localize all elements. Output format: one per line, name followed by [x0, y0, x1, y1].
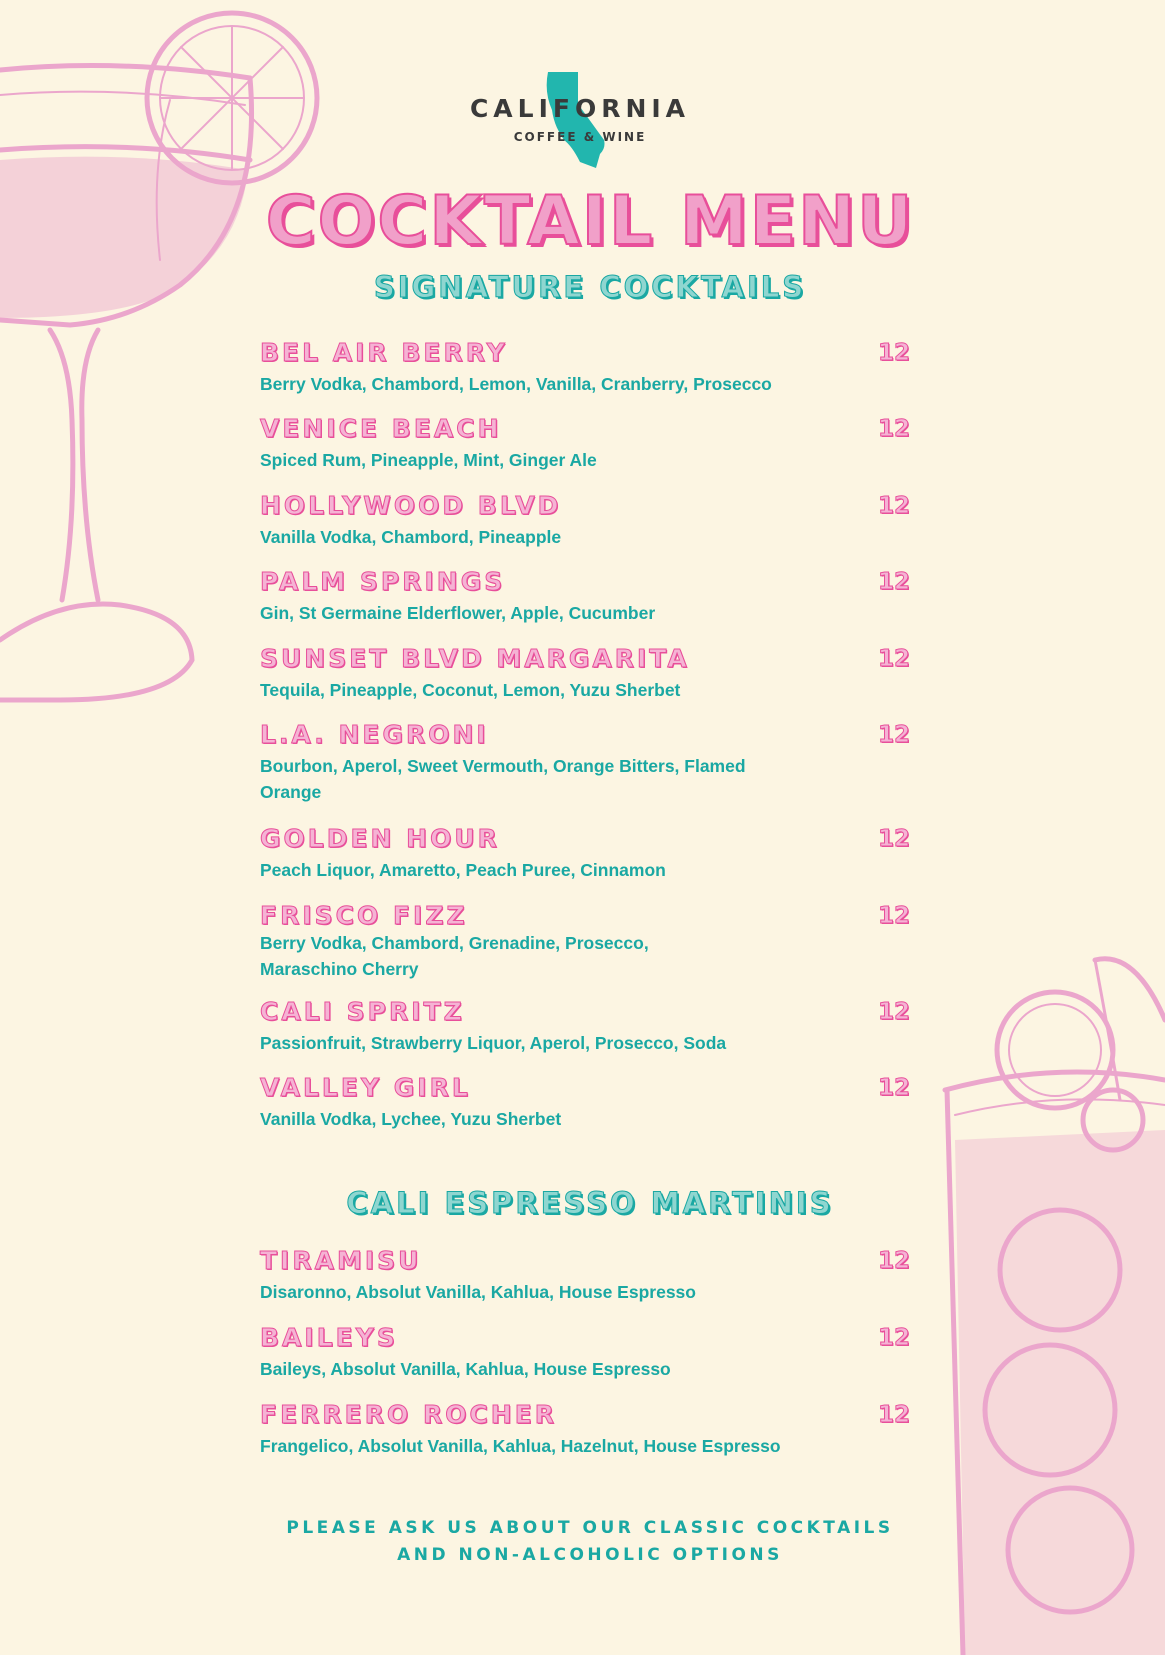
menu-item — [260, 643, 910, 703]
item-name: VENICE BEACH — [260, 414, 502, 443]
item-description: Baileys, Absolut Vanilla, Kahlua, House Espresso — [260, 1359, 671, 1379]
item-name: FRISCO FIZZ — [260, 901, 468, 930]
menu-item — [260, 490, 910, 550]
item-name: BEL AIR BERRY — [260, 338, 508, 367]
item-price: 12 — [877, 903, 910, 929]
item-name: HOLLYWOOD BLVD — [260, 491, 562, 520]
item-price: 12 — [877, 569, 910, 595]
item-price: 12 — [877, 1325, 910, 1351]
item-description: Gin, St Germaine Elderflower, Apple, Cucumber — [260, 603, 656, 623]
item-description: Berry Vodka, Chambord, Lemon, Vanilla, Cranberry, Prosecco — [260, 374, 772, 394]
item-price: 12 — [877, 646, 910, 672]
footer-line-2: AND NON-ALCOHOLIC OPTIONS — [397, 1545, 783, 1565]
section-heading-espresso: CALI ESPRESSO MARTINIS — [346, 1186, 834, 1220]
brand-subtitle: COFFEE & WINE — [513, 130, 647, 144]
item-description: Tequila, Pineapple, Coconut, Lemon, Yuzu Sherbet — [260, 680, 681, 700]
item-description: Vanilla Vodka, Lychee, Yuzu Sherbet — [260, 1109, 562, 1129]
item-description: Spiced Rum, Pineapple, Mint, Ginger Ale — [260, 450, 597, 470]
menu-item — [260, 1072, 910, 1132]
item-price: 12 — [877, 340, 910, 366]
item-price: 12 — [877, 1075, 910, 1101]
menu-item — [260, 1399, 910, 1459]
item-price: 12 — [877, 722, 910, 748]
item-name: SUNSET BLVD MARGARITA — [260, 644, 690, 673]
item-price: 12 — [877, 416, 910, 442]
menu-item — [260, 719, 910, 805]
item-name: FERRERO ROCHER — [260, 1400, 558, 1429]
item-description: Disaronno, Absolut Vanilla, Kahlua, House Espresso — [260, 1282, 696, 1302]
item-description: Berry Vodka, Chambord, Grenadine, Prosecco, Maraschino Cherry — [260, 933, 649, 979]
menu-item — [260, 996, 910, 1056]
item-description: Passionfruit, Strawberry Liquor, Aperol, Prosecco, Soda — [260, 1033, 727, 1053]
menu-item — [260, 1245, 910, 1305]
item-name: PALM SPRINGS — [260, 567, 506, 596]
item-price: 12 — [877, 493, 910, 519]
item-description: Vanilla Vodka, Chambord, Pineapple — [260, 527, 562, 547]
item-name: TIRAMISU — [260, 1246, 422, 1275]
item-price: 12 — [877, 1248, 910, 1274]
item-description: Bourbon, Aperol, Sweet Vermouth, Orange Bitters, Flamed Orange — [260, 756, 746, 802]
footer-note — [200, 1515, 980, 1569]
item-description: Peach Liquor, Amaretto, Peach Puree, Cinnamon — [260, 860, 666, 880]
item-name: L.A. NEGRONI — [260, 720, 489, 749]
menu-item — [260, 823, 910, 883]
footer-line-1: PLEASE ASK US ABOUT OUR CLASSIC COCKTAILS — [286, 1518, 894, 1538]
item-price: 12 — [877, 1402, 910, 1428]
item-price: 12 — [877, 826, 910, 852]
item-name: CALI SPRITZ — [260, 997, 465, 1026]
item-name: BAILEYS — [260, 1323, 398, 1352]
item-description: Frangelico, Absolut Vanilla, Kahlua, Hazelnut, House Espresso — [260, 1436, 781, 1456]
menu-item — [260, 1322, 910, 1382]
menu-item — [260, 900, 910, 982]
menu-item — [260, 337, 910, 397]
item-name: VALLEY GIRL — [260, 1073, 471, 1102]
section-heading-signature: SIGNATURE COCKTAILS — [373, 270, 807, 304]
page-title: COCKTAIL MENU — [265, 182, 915, 261]
menu-item — [260, 413, 910, 473]
item-name: GOLDEN HOUR — [260, 824, 500, 853]
item-price: 12 — [877, 999, 910, 1025]
menu-item — [260, 566, 910, 626]
brand-name: CALIFORNIA — [469, 94, 691, 123]
brand-logo — [430, 62, 730, 172]
